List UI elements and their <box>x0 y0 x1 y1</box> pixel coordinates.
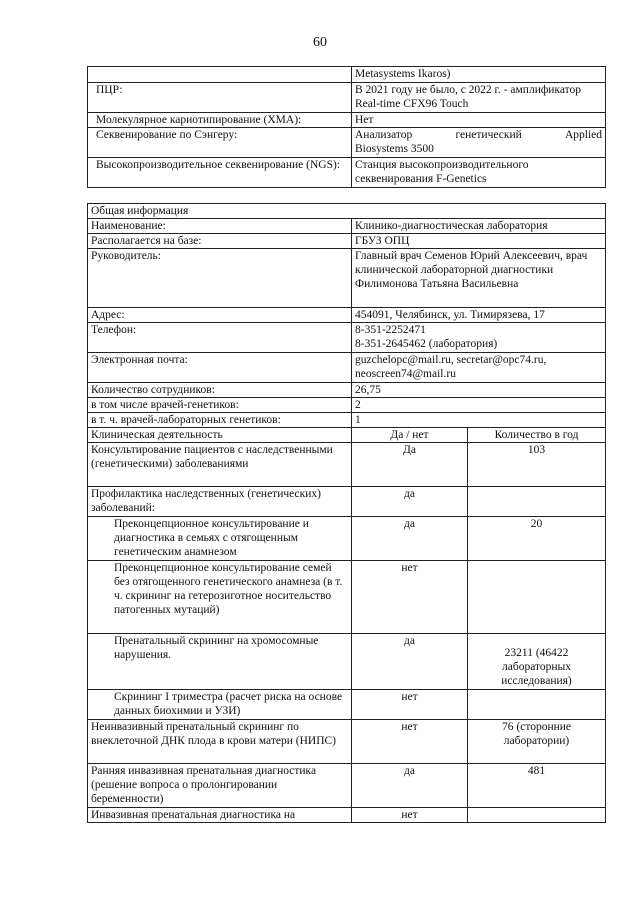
info-value <box>352 323 606 353</box>
table-row <box>88 83 606 113</box>
activity-count: 76 (сторонние лаборатории) <box>468 720 606 764</box>
table-row <box>88 764 606 808</box>
info-label: Наименование: <box>88 219 352 234</box>
table-row <box>88 234 606 249</box>
equipment-label <box>88 67 352 83</box>
activity-label: Ранняя инвазивная пренатальная диагностика (решение вопроса о пролонгировании беременности) <box>88 764 352 808</box>
equipment-value <box>352 128 606 158</box>
table-row <box>88 398 606 413</box>
page-number: 60 <box>313 35 327 50</box>
activity-count <box>468 690 606 720</box>
activity-yes-no: нет <box>352 720 468 764</box>
activity-label: Профилактика наследственных (генетических) заболеваний: <box>88 487 352 517</box>
equipment-value-line: Анализатор генетический Applied <box>355 129 602 141</box>
activity-count: 23211 (46422 лабораторных исследования) <box>468 634 606 690</box>
info-label: Количество сотрудников: <box>88 383 352 398</box>
activity-label: Пренатальный скрининг на хромосомные нарушения. <box>88 634 352 690</box>
info-value: 2 <box>352 398 606 413</box>
activity-yes-no: нет <box>352 690 468 720</box>
section-header: Клиническая деятельность <box>88 428 352 443</box>
equipment-value-line: Biosystems 3500 <box>355 143 434 155</box>
activity-label: Преконцепционное консультирование и диагностика в семьях с отягощенным генетическим анамнезом <box>88 517 352 561</box>
info-label: в том числе врачей-генетиков: <box>88 398 352 413</box>
table-row <box>88 219 606 234</box>
activity-yes-no: да <box>352 487 468 517</box>
info-value: ГБУЗ ОПЦ <box>352 234 606 249</box>
info-value: Главный врач Семенов Юрий Алексеевич, врач клинической лабораторной диагностики Филимонова Татьяна Васильевна <box>352 249 606 308</box>
table-row <box>88 561 606 634</box>
activity-label: Неинвазивный пренатальный скрининг по внеклеточной ДНК плода в крови матери (НИПС) <box>88 720 352 764</box>
table-row <box>88 720 606 764</box>
equipment-value: Станция высокопроизводительного секвенирования F-Genetics <box>352 158 606 188</box>
equipment-label: ПЦР: <box>88 83 352 113</box>
activity-count <box>468 808 606 823</box>
info-label: Адрес: <box>88 308 352 323</box>
info-value: 454091, Челябинск, ул. Тимирязева, 17 <box>352 308 606 323</box>
table-row <box>88 67 606 83</box>
equipment-label: Секвенирование по Сэнгеру: <box>88 128 352 158</box>
table-row <box>88 204 606 219</box>
activity-yes-no: да <box>352 764 468 808</box>
table-row <box>88 487 606 517</box>
column-header: Количество в год <box>468 428 606 443</box>
table-row <box>88 158 606 188</box>
general-info-table <box>87 203 606 823</box>
table-row <box>88 353 606 383</box>
activity-count <box>468 487 606 517</box>
phone-number: 8-351-2645462 (лаборатория) <box>355 338 498 350</box>
activity-count: 20 <box>468 517 606 561</box>
table-row <box>88 808 606 823</box>
equipment-label: Молекулярное кариотипирование (ХМА): <box>88 113 352 128</box>
activity-yes-no: нет <box>352 561 468 634</box>
activity-yes-no: Да <box>352 443 468 487</box>
table-row <box>88 113 606 128</box>
table-row <box>88 249 606 308</box>
table-row <box>88 383 606 398</box>
table-row <box>88 413 606 428</box>
table-row <box>88 690 606 720</box>
equipment-value: В 2021 году не было, с 2022 г. - амплификатор Real-time CFX96 Touch <box>352 83 606 113</box>
activity-count <box>468 561 606 634</box>
equipment-label: Высокопроизводительное секвенирование (NGS): <box>88 158 352 188</box>
table-row <box>88 128 606 158</box>
info-label: Руководитель: <box>88 249 352 308</box>
activity-yes-no: нет <box>352 808 468 823</box>
info-value: 26,75 <box>352 383 606 398</box>
equipment-value: Metasystems Ikaros) <box>352 67 606 83</box>
activity-label: Инвазивная пренатальная диагностика на <box>88 808 352 823</box>
activity-yes-no: да <box>352 634 468 690</box>
column-header: Да / нет <box>352 428 468 443</box>
activity-count: 481 <box>468 764 606 808</box>
activity-count: 103 <box>468 443 606 487</box>
activity-label: Преконцепционное консультирование семей без отягощенного генетического анамнеза (в т. ч. скрининг на гетерозиготное носительство патогенных мутаций) <box>88 561 352 634</box>
info-label: Телефон: <box>88 323 352 353</box>
info-label: Электронная почта: <box>88 353 352 383</box>
phone-number: 8-351-2252471 <box>355 324 426 336</box>
lab-equipment-table <box>87 66 606 188</box>
table-row <box>88 517 606 561</box>
activity-label: Скрининг I триместра (расчет риска на основе данных биохимии и УЗИ) <box>88 690 352 720</box>
info-label: в т. ч. врачей-лабораторных генетиков: <box>88 413 352 428</box>
activity-label: Консультирование пациентов с наследственными (генетическими) заболеваниями <box>88 443 352 487</box>
table-row <box>88 323 606 353</box>
activity-yes-no: да <box>352 517 468 561</box>
info-value: guzchelopc@mail.ru, secretar@opc74.ru, neoscreen74@mail.ru <box>352 353 606 383</box>
info-value: 1 <box>352 413 606 428</box>
table-row <box>88 428 606 443</box>
table-row <box>88 443 606 487</box>
table-row <box>88 634 606 690</box>
section-header: Общая информация <box>88 204 606 219</box>
equipment-value: Нет <box>352 113 606 128</box>
table-row <box>88 308 606 323</box>
info-label: Располагается на базе: <box>88 234 352 249</box>
info-value: Клинико-диагностическая лаборатория <box>352 219 606 234</box>
